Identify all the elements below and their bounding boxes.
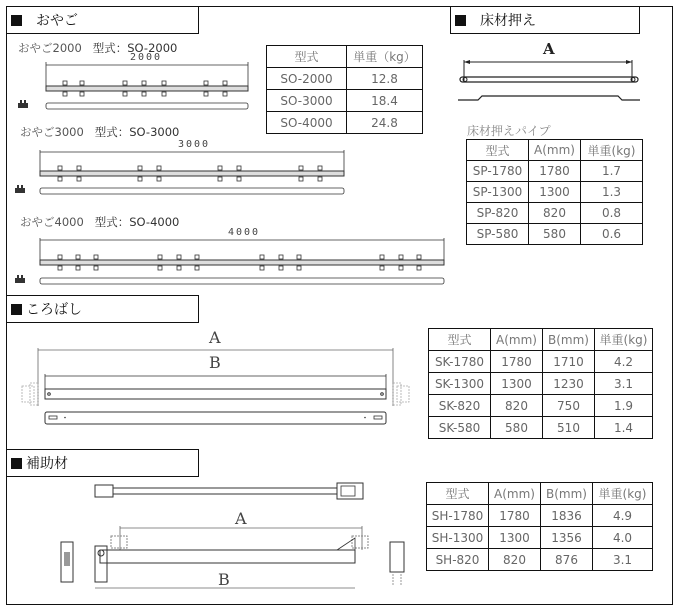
oyago-4000-drawing xyxy=(14,238,446,288)
table-header: 型式 xyxy=(427,483,489,505)
korobashi-dimension-a: A xyxy=(209,328,221,347)
yukazai-osae-drawing xyxy=(458,58,640,106)
table-header: 型式 xyxy=(429,329,491,351)
section-title-oyago xyxy=(6,6,199,34)
table-row: SP-820 820 0.8 xyxy=(467,203,643,224)
table-header: B(mm) xyxy=(543,329,595,351)
oyago-3000-caption: おやご3000 型式：SO-3000 xyxy=(20,125,180,139)
table-header: 単重(kg) xyxy=(593,483,653,505)
korobashi-drawing xyxy=(20,346,410,436)
oyago-4000-dimension: 4000 xyxy=(228,227,261,238)
oyago-2000-drawing xyxy=(16,60,252,116)
table-header: 単重（kg） xyxy=(347,46,423,68)
square-bullet-icon xyxy=(11,15,22,26)
yukazai-dimension-a: A xyxy=(543,40,555,58)
oyago-spec-table xyxy=(266,45,423,134)
table-row: SH-1300 1300 1356 4.0 xyxy=(427,527,653,549)
section-title-korobashi xyxy=(6,295,199,323)
table-row: SO-2000 12.8 xyxy=(267,68,423,90)
oyago-2000-dimension: 2000 xyxy=(130,52,163,63)
square-bullet-icon xyxy=(455,15,466,26)
yukazai-spec-table xyxy=(466,139,643,245)
hojozai-drawing xyxy=(55,480,415,592)
hojozai-dimension-b: B xyxy=(218,570,230,589)
oyago-2000-caption: おやご2000 型式：SO-2000 xyxy=(18,41,178,55)
yukazai-table-caption: 床材押えパイプ xyxy=(467,124,551,138)
table-row: SK-1780 1780 1710 4.2 xyxy=(429,351,653,373)
table-header: 型式 xyxy=(467,140,529,161)
table-header: 単重(kg) xyxy=(581,140,643,161)
table-row: SP-580 580 0.6 xyxy=(467,224,643,245)
table-row: SK-580 580 510 1.4 xyxy=(429,417,653,439)
table-row: SP-1780 1780 1.7 xyxy=(467,161,643,182)
table-header: 型式 xyxy=(267,46,347,68)
section-title-text: ころばし xyxy=(26,302,82,318)
square-bullet-icon xyxy=(11,304,22,315)
section-title-text: 補助材 xyxy=(26,456,68,472)
oyago-3000-dimension: 3000 xyxy=(178,139,211,150)
section-title-text: おやご xyxy=(36,13,78,29)
table-row: SH-1780 1780 1836 4.9 xyxy=(427,505,653,527)
section-title-hojozai xyxy=(6,449,199,477)
hojozai-dimension-a: A xyxy=(235,509,247,528)
korobashi-dimension-b: B xyxy=(209,353,221,372)
table-header: A(mm) xyxy=(489,483,541,505)
table-header: 単重(kg) xyxy=(595,329,653,351)
korobashi-spec-table xyxy=(428,328,653,439)
hojozai-spec-table xyxy=(426,482,653,571)
oyago-3000-drawing xyxy=(14,150,350,200)
table-header: A(mm) xyxy=(529,140,581,161)
oyago-4000-caption: おやご4000 型式：SO-4000 xyxy=(20,215,180,229)
table-row: SK-820 820 750 1.9 xyxy=(429,395,653,417)
table-row: SO-4000 24.8 xyxy=(267,112,423,134)
table-row: SP-1300 1300 1.3 xyxy=(467,182,643,203)
table-row: SH-820 820 876 3.1 xyxy=(427,549,653,571)
table-row: SO-3000 18.4 xyxy=(267,90,423,112)
section-title-yukazai-osae xyxy=(450,6,640,34)
square-bullet-icon xyxy=(11,458,22,469)
table-header: A(mm) xyxy=(491,329,543,351)
section-title-text: 床材押え xyxy=(480,13,536,29)
table-row: SK-1300 1300 1230 3.1 xyxy=(429,373,653,395)
table-header: B(mm) xyxy=(541,483,593,505)
